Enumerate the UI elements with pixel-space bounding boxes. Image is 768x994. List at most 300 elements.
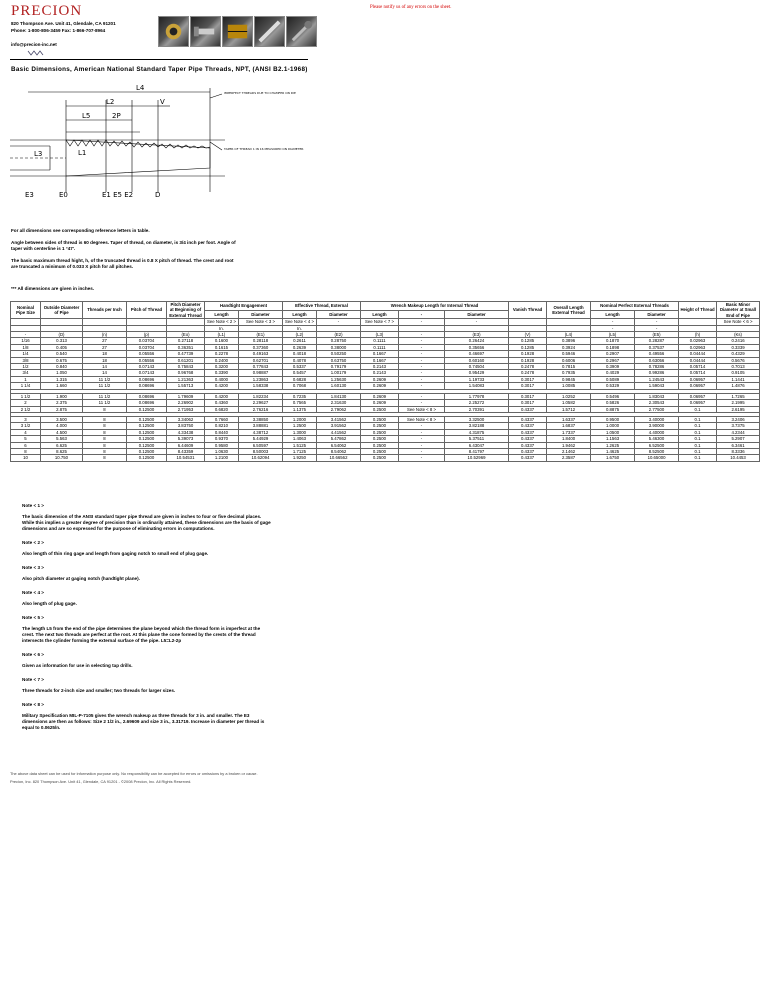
table-cell: 1.9462: [547, 442, 591, 448]
table-cell: 2.29627: [239, 400, 283, 406]
intro-note-2: Angle between sides of thread is 60 degrees. Taper of thread, on diameter, is 3/4 inch per foot. Angle of taper with centerline is 1 °47'.: [11, 240, 236, 251]
diagram-note-imperfect: IMPERFECT THREADS DUE TO CHAMFER ON DIE: [224, 91, 296, 95]
table-cell: -: [399, 376, 445, 382]
table-cell: 0.2143: [361, 370, 399, 376]
table-cell: -: [591, 325, 635, 331]
diagram-label-2P: 2P: [112, 112, 121, 120]
table-cell: 0.1667: [361, 357, 399, 363]
table-cell: 0.6820: [205, 406, 239, 412]
table-cell: 1.660: [41, 383, 83, 389]
table-cell: 0.4200: [205, 383, 239, 389]
table-cell: 1.55713: [167, 383, 205, 389]
table-cell: 0.06957: [679, 383, 717, 389]
table-cell: 0.12500: [127, 416, 167, 422]
table-cell: 8: [83, 442, 127, 448]
table-cell: 10.750: [41, 455, 83, 461]
table-cell: 0.3924: [547, 344, 591, 350]
table-cell: 0.1: [679, 436, 717, 442]
note-text: Given as information for use in selecting tap drills.: [22, 663, 133, 668]
table-cell: 0.3017: [509, 400, 547, 406]
table-cell: 1.3000: [283, 429, 317, 435]
table-cell: 0.4337: [509, 416, 547, 422]
table-cell: 8.3336: [717, 448, 760, 454]
table-cell: 0.1928: [509, 357, 547, 363]
note-text: The length L5 from the end of the pipe determines the plane beyond which the thread form is imperfect at the crest. The next two threads are perfect at the root. At this plane the cone formed by the crests of the thread intersects the cylinder forming the external surface of the pipe. L5=L2-2p: [22, 626, 261, 643]
table-cell: 0.3017: [509, 393, 547, 399]
col-pitch: Pitch of Thread: [127, 302, 167, 319]
table-cell: -: [399, 400, 445, 406]
table-cell: 6.50597: [239, 442, 283, 448]
note-label: Note < 6 >: [22, 652, 44, 657]
col-wrench-length: Length: [361, 310, 399, 319]
table-cell: 0.07143: [127, 364, 167, 370]
table-cell: (E1): [239, 332, 283, 338]
table-cell: 0.02963: [679, 338, 717, 344]
table-cell: 1.1563: [591, 436, 635, 442]
table-cell: -: [399, 332, 445, 338]
address-line: 820 Thompson Ave. Unit 41, Glendale, CA 91201: [11, 21, 116, 26]
table-cell: 4.2344: [717, 429, 760, 435]
table-cell: 1.4063: [283, 436, 317, 442]
table-cell: 0.3339: [717, 344, 760, 350]
table-cell: 8.52500: [635, 448, 679, 454]
table-cell: 3: [11, 416, 41, 422]
table-cell: 0.02963: [679, 344, 717, 350]
table-cell: 0.96768: [167, 370, 205, 376]
table-cell: 1.9250: [283, 455, 317, 461]
table-cell: 14: [83, 364, 127, 370]
intro-note-4: *** All dimensions are given in inches.: [11, 286, 95, 291]
table-cell: 0.405: [41, 344, 83, 350]
table-cell: 0.61201: [167, 357, 205, 363]
table-cell: 0.7235: [283, 393, 317, 399]
table-cell: 0.8210: [205, 423, 239, 429]
table-cell: 0.08696: [127, 400, 167, 406]
table-cell: 1.6750: [591, 455, 635, 461]
table-cell: 10.66562: [317, 455, 361, 461]
table-cell: 0.7660: [205, 416, 239, 422]
note-label: Note < 5 >: [22, 615, 44, 620]
table-cell: (E5): [635, 332, 679, 338]
note-label: Note < 4 >: [22, 590, 44, 595]
table-cell: 0.1285: [509, 344, 547, 350]
table-cell: In.: [205, 325, 239, 331]
table-cell: 0.2478: [509, 364, 547, 370]
table-cell: 10.54531: [167, 455, 205, 461]
table-cell: 1.00179: [317, 370, 361, 376]
table-cell: -: [399, 344, 445, 350]
table-cell: 1.6337: [547, 416, 591, 422]
product-photo-3: [222, 16, 253, 47]
table-cell: 0.540: [41, 351, 83, 357]
product-photo-2: [190, 16, 221, 47]
dimensions-table: [10, 301, 760, 462]
table-cell: 5.2907: [717, 436, 760, 442]
table-cell: 1.7125: [283, 448, 317, 454]
table-cell: 1.25630: [317, 376, 361, 382]
table-cell: 0.35656: [445, 344, 509, 350]
table-cell: 1: [11, 376, 41, 382]
table-cell: 6.625: [41, 442, 83, 448]
table-cell: 0.05556: [127, 357, 167, 363]
table-cell: 0.49556: [635, 351, 679, 357]
table-cell: 1.0085: [547, 383, 591, 389]
diagram-label-D: D: [155, 191, 161, 199]
intro-note-1: For all dimensions see corresponding reference letters in table.: [11, 228, 150, 233]
diagram-label-L5: L5: [82, 112, 91, 120]
table-cell: -: [591, 319, 635, 325]
group-perfect: Nominal Perfect External Threads: [591, 302, 679, 311]
table-cell: 1.2625: [591, 442, 635, 448]
table-cell: 5.563: [41, 436, 83, 442]
table-cell: 0.46697: [445, 351, 509, 357]
table-cell: 0.5676: [717, 357, 760, 363]
table-cell: 4.41562: [317, 429, 361, 435]
table-cell: 1.4625: [591, 448, 635, 454]
table-cell: 27: [83, 338, 127, 344]
table-cell: 1.0582: [547, 400, 591, 406]
table-cell: 0.3200: [205, 364, 239, 370]
diagram-note-taper: TAPER OF THREAD 1 IN 16 MEASURED ON DIAMETER: [224, 147, 304, 151]
table-cell: 8.50003: [239, 448, 283, 454]
table-cell: 0.74504: [445, 364, 509, 370]
table-cell: 0.06957: [679, 393, 717, 399]
col-handtight-diameter: Diameter: [239, 310, 283, 319]
table-cell: 0.12500: [127, 429, 167, 435]
table-cell: 8.43359: [167, 448, 205, 454]
table-cell: 0.63056: [635, 357, 679, 363]
table-cell: 1.82234: [239, 393, 283, 399]
table-cell: 0.4337: [509, 429, 547, 435]
table-cell: 0.06957: [679, 376, 717, 382]
table-cell: (D): [41, 332, 83, 338]
table-cell: 8: [83, 429, 127, 435]
table-cell: 4.33438: [167, 429, 205, 435]
table-cell: 0.2143: [361, 364, 399, 370]
table-cell: (Ks): [717, 332, 760, 338]
table-cell: 27: [83, 344, 127, 350]
table-cell: 4: [11, 429, 41, 435]
table-cell: 1.2500: [283, 423, 317, 429]
table-cell: 0.2278: [205, 351, 239, 357]
table-cell: 0.2400: [205, 357, 239, 363]
table-cell: 0.1928: [509, 351, 547, 357]
table-cell: 0.99286: [635, 370, 679, 376]
col-effective-length: Length: [283, 310, 317, 319]
table-cell: See Note < 3 >: [239, 319, 283, 325]
table-cell: 0.1: [679, 429, 717, 435]
table-cell: 0.04444: [679, 351, 717, 357]
table-cell: 0.28287: [635, 338, 679, 344]
col-handtight-length: Length: [205, 310, 239, 319]
table-cell: 0.1898: [591, 344, 635, 350]
table-cell: 0.5089: [591, 376, 635, 382]
table-cell: 1/2: [11, 364, 41, 370]
table-cell: (L2): [283, 332, 317, 338]
table-cell: 0.75843: [167, 364, 205, 370]
table-cell: 1.8400: [547, 436, 591, 442]
table-cell: 1.23863: [239, 376, 283, 382]
table-cell: (p): [127, 332, 167, 338]
footer-disclaimer: The above data sheet can be used for information purpose only. No responsibility can be accepted for errors or omissions by a broken or cause.: [10, 771, 258, 776]
table-cell: 0.27118: [167, 338, 205, 344]
table-cell: 0.7068: [283, 383, 317, 389]
product-photo-4: [254, 16, 285, 47]
table-cell: -: [399, 393, 445, 399]
table-cell: -: [317, 319, 361, 325]
email-link[interactable]: info@precion-inc.net: [11, 42, 57, 47]
table-cell: (L3): [361, 332, 399, 338]
table-cell: 0.8440: [205, 429, 239, 435]
table-cell: -: [399, 383, 445, 389]
table-cell: 1.58338: [239, 383, 283, 389]
table-cell: 6: [11, 442, 41, 448]
table-cell: 8: [83, 436, 127, 442]
table-cell: -: [399, 357, 445, 363]
table-cell: 1.77978: [445, 393, 509, 399]
table-cell: 0.2416: [717, 338, 760, 344]
table-cell: 14: [83, 370, 127, 376]
table-cell: 0.2609: [361, 400, 399, 406]
table-cell: (L4): [547, 332, 591, 338]
note-text: Three threads for 2-inch size and smaller; two threads for larger sizes.: [22, 688, 176, 693]
col-wrench-blank: -: [399, 310, 445, 319]
table-cell: 1.900: [41, 393, 83, 399]
table-cell: 4.000: [41, 423, 83, 429]
table-cell: 1.315: [41, 376, 83, 382]
table-cell: 1.4876: [717, 383, 760, 389]
table-cell: 8: [83, 448, 127, 454]
table-cell: 1 1/2: [11, 393, 41, 399]
table-cell: 6.52500: [635, 442, 679, 448]
table-cell: 0.2907: [591, 351, 635, 357]
table-cell: -: [635, 325, 679, 331]
col-minor-diameter: Basic Minor Diameter at Small End of Pipe: [717, 302, 760, 319]
col-perfect-length: Length: [591, 310, 635, 319]
table-cell: 0.3017: [509, 376, 547, 382]
table-cell: 0.03704: [127, 338, 167, 344]
table-cell: 3/8: [11, 357, 41, 363]
table-cell: 0.5826: [591, 400, 635, 406]
table-cell: 1.84130: [317, 393, 361, 399]
table-cell: 0.1: [679, 455, 717, 461]
col-nominal-size: Nominal Pipe Size: [11, 302, 41, 319]
table-cell: 0.28118: [239, 338, 283, 344]
note-label: Note < 3 >: [22, 565, 44, 570]
table-cell: 0.4029: [591, 370, 635, 376]
table-cell: -: [635, 319, 679, 325]
table-cell: -: [399, 423, 445, 429]
table-cell: 0.1: [679, 448, 717, 454]
table-cell: -: [399, 338, 445, 344]
table-cell: See Note < 2 >: [205, 319, 239, 325]
table-cell: 8.41797: [445, 448, 509, 454]
table-cell: 0.95429: [445, 370, 509, 376]
table-cell: 0.47739: [167, 351, 205, 357]
note-text: The basic dimension of the ANSI standard taper pipe thread are given in inches to four or five decimal places. While this implies a greater degree of precision than is ordinarily attained, these dimensions are the basis of gage dimensions and are so expressed for the purpose of eliminating errors in computations.: [22, 514, 271, 531]
table-cell: 2.77500: [635, 406, 679, 412]
table-cell: 1.19733: [445, 376, 509, 382]
table-cell: 0.2500: [361, 423, 399, 429]
note-text: Also length of plug gage.: [22, 601, 77, 606]
table-cell: 0.2639: [283, 344, 317, 350]
table-cell: 0.4337: [509, 436, 547, 442]
table-cell: 0.7565: [283, 400, 317, 406]
table-cell: 2.70391: [445, 406, 509, 412]
table-cell: 2.6195: [717, 406, 760, 412]
table-cell: 0.1: [679, 442, 717, 448]
table-cell: 3.83750: [167, 423, 205, 429]
table-cell: 2.1462: [547, 448, 591, 454]
table-cell: 18: [83, 357, 127, 363]
table-cell: See Note < 6 >: [717, 319, 760, 325]
table-cell: 5.37511: [445, 436, 509, 442]
table-cell: See Note < 8 >: [399, 416, 445, 422]
table-cell: 2.76216: [239, 406, 283, 412]
table-cell: 5.46300: [635, 436, 679, 442]
diagram-label-L4: L4: [136, 84, 145, 92]
table-cell: 3.41562: [317, 416, 361, 422]
table-cell: 8.54062: [317, 448, 361, 454]
table-cell: 2.71953: [167, 406, 205, 412]
table-cell: 0.05714: [679, 370, 717, 376]
col-effective-diameter: Diameter: [317, 310, 361, 319]
table-cell: 0.08696: [127, 393, 167, 399]
diagram-label-V: V: [160, 98, 165, 106]
table-cell: 0.1111: [361, 344, 399, 350]
table-cell: 10.65000: [635, 455, 679, 461]
table-cell: 0.1285: [509, 338, 547, 344]
table-cell: 0.7935: [547, 370, 591, 376]
col-height: Height of Thread: [679, 302, 717, 319]
table-cell: 11 1/2: [83, 376, 127, 382]
table-cell: 8: [83, 423, 127, 429]
table-cell: 0.49163: [239, 351, 283, 357]
col-wrench-diameter: Diameter: [445, 310, 509, 319]
table-cell: 8: [83, 406, 127, 412]
table-cell: 5.39073: [167, 436, 205, 442]
table-cell: 0.4329: [717, 351, 760, 357]
table-cell: 1.7265: [717, 393, 760, 399]
table-cell: 2.79062: [317, 406, 361, 412]
table-cell: 4.38712: [239, 429, 283, 435]
table-cell: -: [399, 364, 445, 370]
table-cell: 0.12500: [127, 448, 167, 454]
table-cell: 3/4: [11, 370, 41, 376]
table-cell: 1.0630: [205, 448, 239, 454]
table-cell: 0.3896: [547, 338, 591, 344]
note-label: Note < 1 >: [22, 503, 44, 508]
table-cell: 0.12500: [127, 406, 167, 412]
table-cell: 0.2478: [509, 370, 547, 376]
diagram-label-E0: E0: [59, 191, 68, 199]
table-cell: 0.4360: [205, 400, 239, 406]
col-vanish-thread: Vanish Thread: [509, 302, 547, 319]
table-cell: 0.2500: [361, 429, 399, 435]
table-cell: 3.90000: [635, 423, 679, 429]
table-cell: 1.0500: [591, 429, 635, 435]
product-photo-1: [158, 16, 189, 47]
company-address: [11, 20, 116, 34]
table-cell: 0.12500: [127, 423, 167, 429]
table-cell: 4.31875: [445, 429, 509, 435]
table-cell: 0.4337: [509, 455, 547, 461]
table-cell: 5.44929: [239, 436, 283, 442]
table-cell: 0.3390: [205, 370, 239, 376]
table-cell: 1.0252: [547, 393, 591, 399]
table-cell: 0.98887: [239, 370, 283, 376]
table-cell: 0.12500: [127, 455, 167, 461]
table-cell: 0.5496: [591, 393, 635, 399]
table-cell: 0.06957: [679, 400, 717, 406]
table-cell: 0.4337: [509, 406, 547, 412]
table-cell: 3.32500: [445, 416, 509, 422]
table-cell: 1.1375: [283, 406, 317, 412]
table-cell: 1.7337: [547, 429, 591, 435]
product-photo-5: [286, 16, 317, 47]
table-cell: 1/8: [11, 344, 41, 350]
table-cell: 0.03704: [127, 344, 167, 350]
company-logo[interactable]: PRECION: [11, 3, 83, 19]
table-cell: 2.30543: [635, 400, 679, 406]
table-cell: 0.07143: [127, 370, 167, 376]
table-cell: 1.2100: [205, 455, 239, 461]
table-cell: 0.2500: [361, 416, 399, 422]
table-cell: 0.9580: [205, 442, 239, 448]
table-cell: 0.7013: [717, 364, 760, 370]
table-cell: 0.675: [41, 357, 83, 363]
table-cell: 0.840: [41, 364, 83, 370]
table-cell: 0.2609: [361, 393, 399, 399]
table-cell: 0.38000: [317, 344, 361, 350]
table-cell: 0.4337: [509, 448, 547, 454]
table-cell: 0.9105: [717, 370, 760, 376]
table-cell: 0.5946: [547, 351, 591, 357]
table-cell: 3.40000: [635, 416, 679, 422]
table-cell: 0.08696: [127, 383, 167, 389]
table-cell: 0.1: [679, 416, 717, 422]
table-cell: 8: [11, 448, 41, 454]
diagram-label-L2: L2: [106, 98, 115, 106]
table-cell: 6.43047: [445, 442, 509, 448]
table-cell: 0.1600: [205, 338, 239, 344]
table-cell: 0.2609: [361, 383, 399, 389]
table-cell: -: [399, 319, 445, 325]
table-cell: 0.2500: [361, 442, 399, 448]
footer-copyright: Precion, Inc. 820 Thompson Ave. Unit 41, Glendale, CA 91201 - ©2008 Precion, Inc. All Rights Reserved.: [10, 779, 192, 784]
diagram-label-L3: L3: [34, 150, 43, 158]
table-cell: 0.37537: [635, 344, 679, 350]
table-cell: 0.62701: [239, 357, 283, 363]
table-cell: 0.26424: [445, 338, 509, 344]
table-cell: 1.5712: [547, 406, 591, 412]
table-cell: 0.79179: [317, 364, 361, 370]
table-cell: 0.5337: [283, 364, 317, 370]
table-cell: 0.313: [41, 338, 83, 344]
table-cell: 1.54083: [445, 383, 509, 389]
table-cell: (V): [509, 332, 547, 338]
table-cell: 0.6006: [547, 357, 591, 363]
table-cell: 0.5457: [283, 370, 317, 376]
table-cell: 3.38850: [239, 416, 283, 422]
table-cell: 5.47862: [317, 436, 361, 442]
table-cell: 3.34062: [167, 416, 205, 422]
table-cell: 0.6828: [283, 376, 317, 382]
table-cell: 0.2500: [361, 436, 399, 442]
table-cell: 4.40000: [635, 429, 679, 435]
table-cell: 0.4018: [283, 351, 317, 357]
table-row: [11, 455, 760, 461]
